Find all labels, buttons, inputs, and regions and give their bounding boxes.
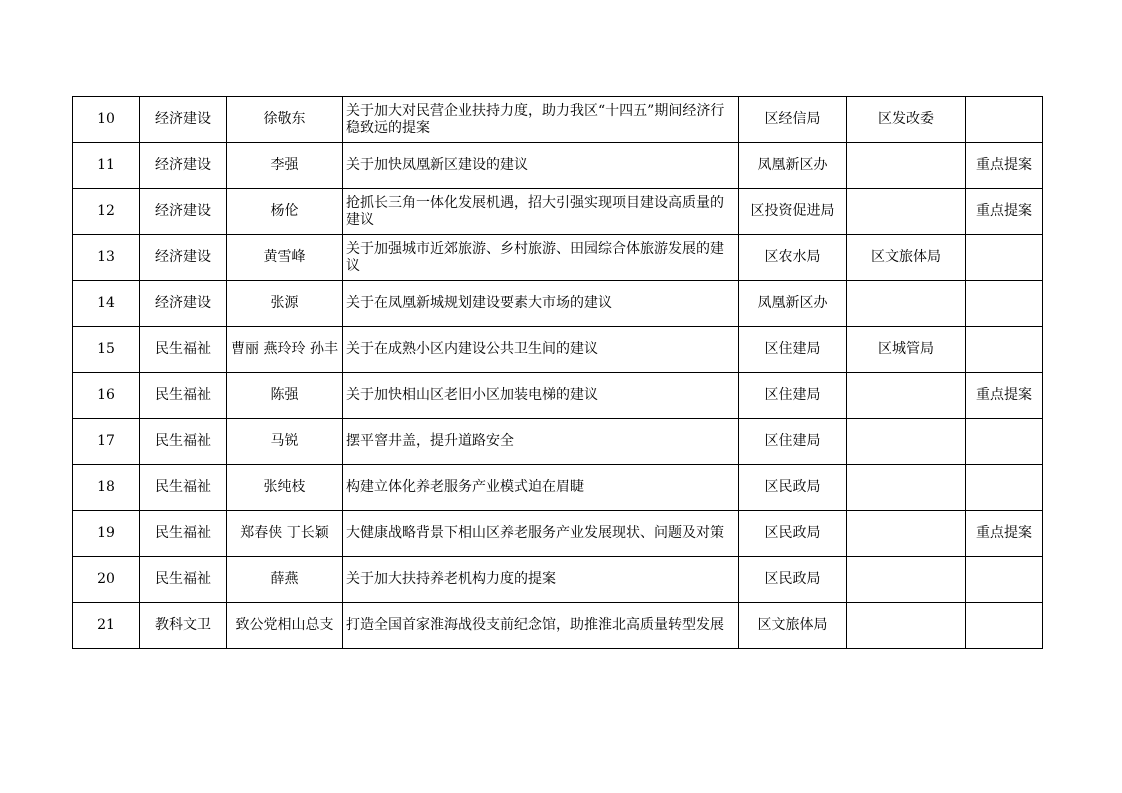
table-row (73, 327, 1043, 373)
row-assist-unit (847, 373, 966, 419)
row-note (966, 97, 1043, 143)
row-assist-unit (847, 465, 966, 511)
row-proposer (227, 189, 343, 235)
table-row (73, 235, 1043, 281)
row-note: 重点提案 (966, 143, 1043, 189)
row-category: 民生福祉 (140, 557, 227, 603)
row-lead-unit: 区民政局 (739, 511, 847, 557)
row-lead-unit: 区住建局 (739, 419, 847, 465)
row-title: 关于在成熟小区内建设公共卫生间的建议 (343, 327, 739, 373)
table-row (73, 373, 1043, 419)
row-number: 10 (73, 97, 140, 143)
row-note: 重点提案 (966, 511, 1043, 557)
row-assist-unit (847, 419, 966, 465)
row-category: 民生福祉 (140, 373, 227, 419)
row-number: 15 (73, 327, 140, 373)
row-lead-unit: 区民政局 (739, 557, 847, 603)
row-proposer-text: 徐敬东 (263, 111, 306, 127)
row-proposer-text: 张纯枝 (263, 479, 306, 495)
row-assist-unit: 区城管局 (847, 327, 966, 373)
row-note: 重点提案 (966, 189, 1043, 235)
row-proposer (227, 97, 343, 143)
row-category: 教科文卫 (140, 603, 227, 649)
row-category: 经济建设 (140, 97, 227, 143)
row-title: 大健康战略背景下相山区养老服务产业发展现状、问题及对策 (343, 511, 739, 557)
row-title: 构建立体化养老服务产业模式迫在眉睫 (343, 465, 739, 511)
row-note (966, 419, 1043, 465)
row-title: 抢抓长三角一体化发展机遇，招大引强实现项目建设高质量的建议 (343, 189, 739, 235)
row-title: 打造全国首家淮海战役支前纪念馆，助推淮北高质量转型发展 (343, 603, 739, 649)
row-assist-unit (847, 189, 966, 235)
table-row (73, 603, 1043, 649)
row-category: 民生福祉 (140, 465, 227, 511)
row-proposer-text: 致公党相山总支 (235, 617, 334, 633)
row-proposer-text: 马锐 (270, 433, 299, 449)
table-row (73, 143, 1043, 189)
row-title: 摆平窨井盖，提升道路安全 (343, 419, 739, 465)
row-title: 关于在凤凰新城规划建设要素大市场的建议 (343, 281, 739, 327)
row-title: 关于加快凤凰新区建设的建议 (343, 143, 739, 189)
proposal-rows (73, 97, 1043, 649)
row-category: 民生福祉 (140, 511, 227, 557)
row-assist-unit (847, 603, 966, 649)
row-proposer-text: 黄雪峰 (263, 249, 306, 265)
row-proposer (227, 511, 343, 557)
row-number: 13 (73, 235, 140, 281)
table-row (73, 465, 1043, 511)
row-number: 17 (73, 419, 140, 465)
row-category: 民生福祉 (140, 419, 227, 465)
row-proposer-text: 李强 (270, 157, 299, 173)
row-proposer-text: 郑春侠 丁长颖 (240, 525, 329, 541)
row-proposer (227, 327, 343, 373)
table-row (73, 419, 1043, 465)
row-category: 民生福祉 (140, 327, 227, 373)
row-lead-unit: 区经信局 (739, 97, 847, 143)
row-assist-unit: 区发改委 (847, 97, 966, 143)
table-row (73, 189, 1043, 235)
row-number: 11 (73, 143, 140, 189)
row-number: 16 (73, 373, 140, 419)
row-proposer-text: 杨伦 (270, 203, 299, 219)
table-row (73, 557, 1043, 603)
table-row (73, 511, 1043, 557)
row-number: 20 (73, 557, 140, 603)
row-category: 经济建设 (140, 189, 227, 235)
row-lead-unit: 区文旅体局 (739, 603, 847, 649)
row-category: 经济建设 (140, 143, 227, 189)
row-proposer (227, 281, 343, 327)
row-lead-unit: 区投资促进局 (739, 189, 847, 235)
row-proposer (227, 143, 343, 189)
row-number: 21 (73, 603, 140, 649)
row-number: 18 (73, 465, 140, 511)
row-note: 重点提案 (966, 373, 1043, 419)
row-assist-unit (847, 143, 966, 189)
row-note (966, 557, 1043, 603)
row-assist-unit (847, 281, 966, 327)
row-note (966, 235, 1043, 281)
row-proposer-text: 张源 (270, 295, 299, 311)
row-assist-unit (847, 511, 966, 557)
row-assist-unit: 区文旅体局 (847, 235, 966, 281)
row-proposer (227, 419, 343, 465)
proposal-table (72, 96, 1043, 649)
table-row (73, 97, 1043, 143)
row-note (966, 603, 1043, 649)
row-note (966, 281, 1043, 327)
row-proposer (227, 235, 343, 281)
row-title: 关于加大扶持养老机构力度的提案 (343, 557, 739, 603)
row-title: 关于加大对民营企业扶持力度，助力我区“十四五”期间经济行稳致远的提案 (343, 97, 739, 143)
row-number: 12 (73, 189, 140, 235)
row-category: 经济建设 (140, 281, 227, 327)
row-note (966, 465, 1043, 511)
row-lead-unit: 区住建局 (739, 373, 847, 419)
table-row (73, 281, 1043, 327)
row-proposer (227, 603, 343, 649)
row-proposer (227, 557, 343, 603)
row-proposer-text: 曹丽 燕玲玲 孙丰 (231, 341, 338, 357)
row-lead-unit: 凤凰新区办 (739, 281, 847, 327)
row-lead-unit: 区住建局 (739, 327, 847, 373)
row-number: 14 (73, 281, 140, 327)
row-lead-unit: 区农水局 (739, 235, 847, 281)
row-title: 关于加快相山区老旧小区加装电梯的建议 (343, 373, 739, 419)
row-proposer (227, 465, 343, 511)
row-category: 经济建设 (140, 235, 227, 281)
row-number: 19 (73, 511, 140, 557)
row-note (966, 327, 1043, 373)
row-lead-unit: 区民政局 (739, 465, 847, 511)
row-assist-unit (847, 557, 966, 603)
row-proposer-text: 薛燕 (270, 571, 299, 587)
row-title: 关于加强城市近郊旅游、乡村旅游、田园综合体旅游发展的建议 (343, 235, 739, 281)
row-proposer (227, 373, 343, 419)
row-lead-unit: 凤凰新区办 (739, 143, 847, 189)
row-proposer-text: 陈强 (270, 387, 299, 403)
